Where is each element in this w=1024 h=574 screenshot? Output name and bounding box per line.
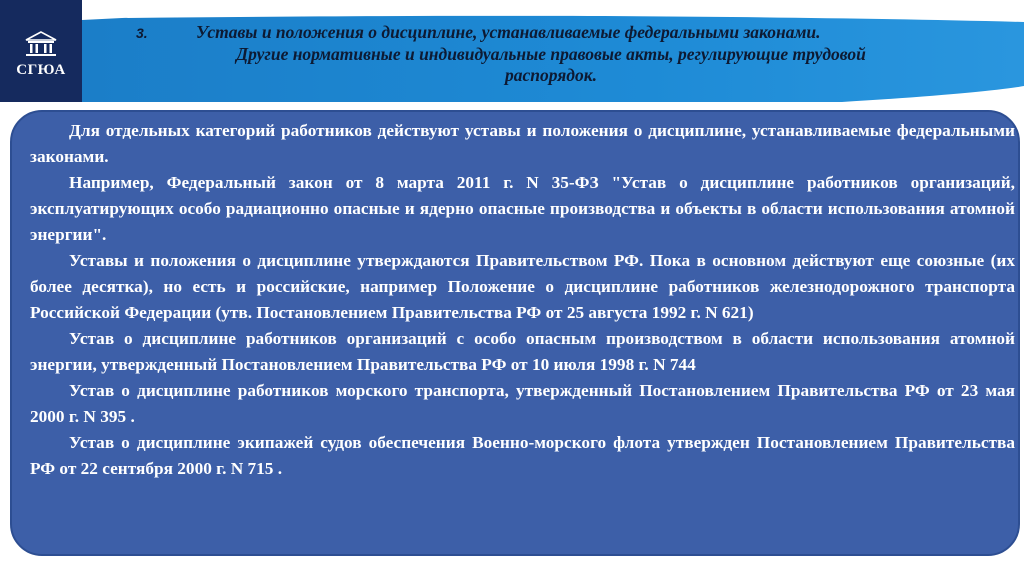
paragraph: Уставы и положения о дисциплине утверждаются Правительством РФ. Пока в основном действуют еще союзные (их более десятка), но есть и российские, например Положение о дисциплине работников железнодорожного транспорта Российской Федерации (утв. Постановлением Правительства РФ от 25 августа 1992 г. N 621): [30, 251, 1015, 322]
paragraph: Устав о дисциплине работников организаций с особо опасным производством в области использования атомной энергии, утвержденный Постановлением Правительства РФ от 10 июля 1998 г. N 744: [30, 329, 1015, 374]
logo-text: СГЮА: [16, 62, 66, 78]
paragraph: Устав о дисциплине экипажей судов обеспечения Военно-морского флота утвержден Постановлением Правительства РФ от 22 сентября 2000 г. N 715 .: [30, 433, 1015, 478]
slide-title: [126, 22, 1016, 86]
section-number: 3.: [136, 25, 148, 41]
title-line-2: Другие нормативные и индивидуальные правовые акты, регулирующие трудовой: [236, 44, 866, 64]
building-columns-icon: [23, 30, 59, 58]
paragraph: Для отдельных категорий работников действуют уставы и положения о дисциплине, устанавливаемые федеральными законами.: [30, 121, 1015, 166]
title-line-1-text: Уставы и положения о дисциплине, устанавливаемые федеральными законами.: [196, 22, 821, 42]
content-panel: [10, 110, 1020, 556]
logo-block: [0, 0, 82, 102]
content-text: [30, 118, 1015, 482]
title-line-1: [126, 22, 1016, 44]
title-line-3: распорядок.: [505, 65, 597, 85]
paragraph: Например, Федеральный закон от 8 марта 2011 г. N 35-ФЗ "Устав о дисциплине работников организаций, эксплуатирующих особо радиационно опасные и ядерно опасные производства и объекты в области использования атомной энергии".: [30, 173, 1015, 244]
paragraph: Устав о дисциплине работников морского транспорта, утвержденный Постановлением Правительства РФ от 23 мая 2000 г. N 395 .: [30, 381, 1015, 426]
